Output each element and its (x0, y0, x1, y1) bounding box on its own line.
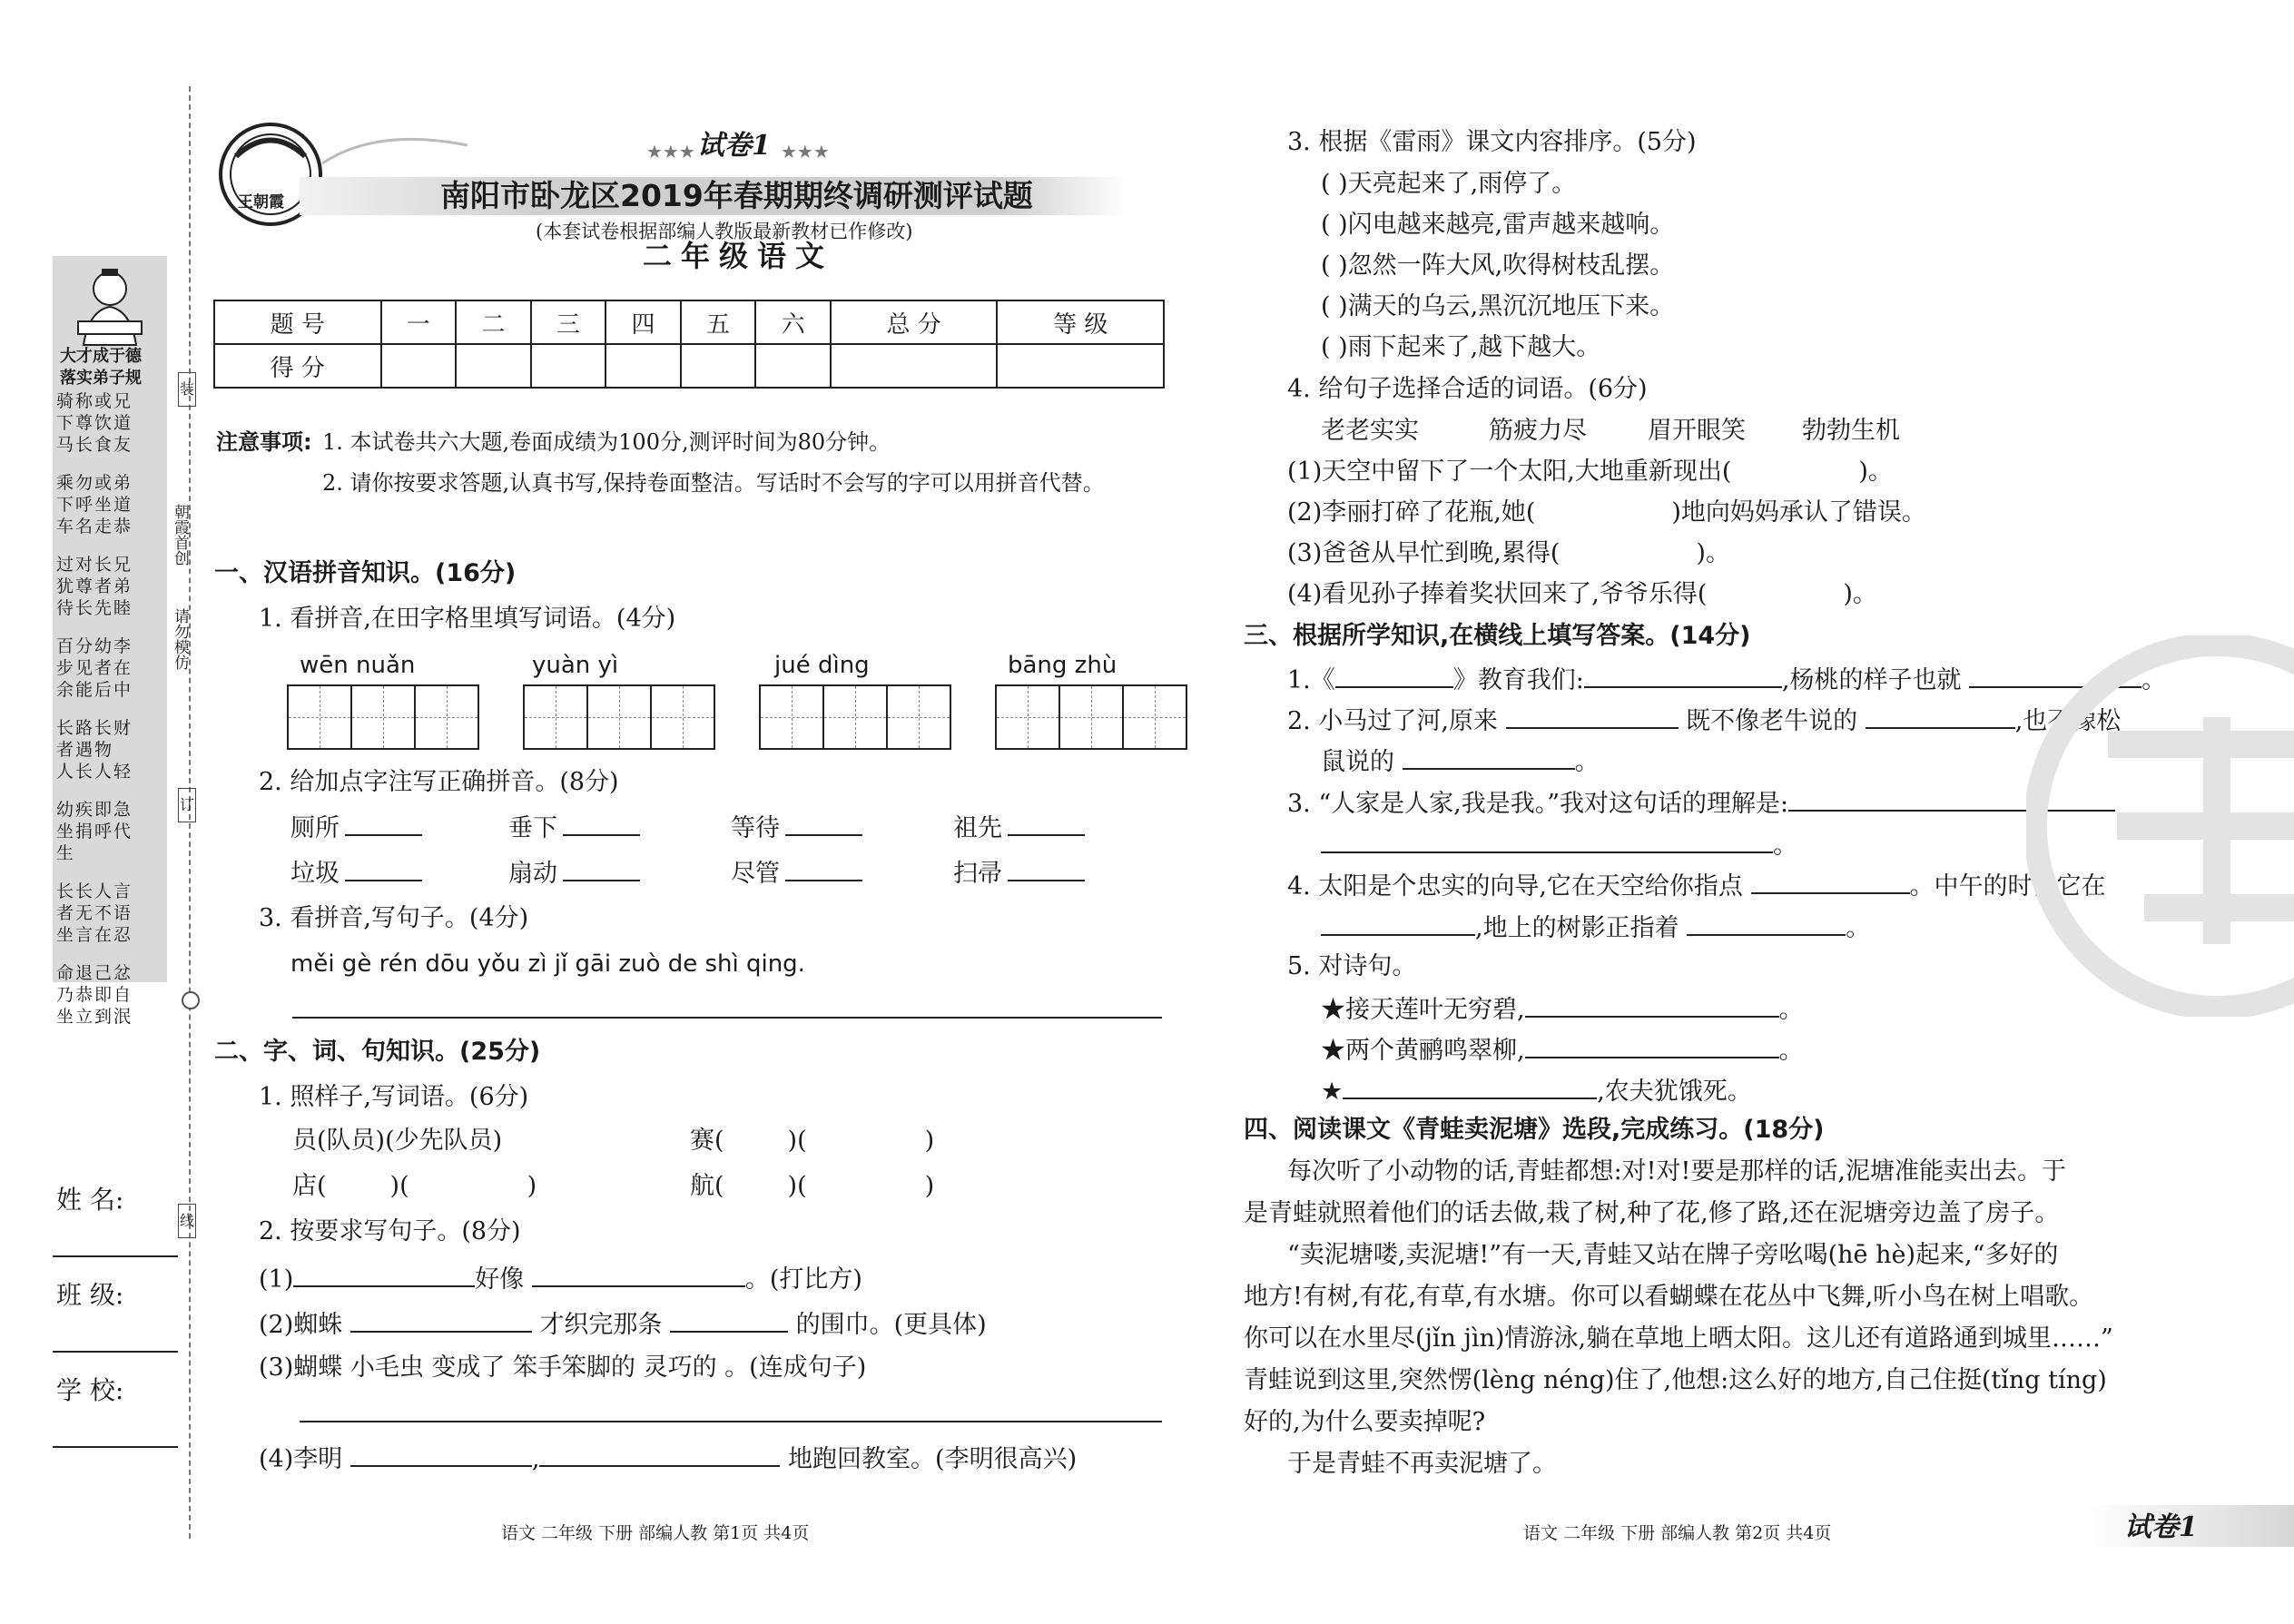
q3-2b: 鼠说的 。 (1321, 744, 1600, 778)
tianzige-3[interactable] (761, 684, 951, 750)
word-text: 扇动 (508, 860, 557, 888)
dizigui-line: 百分幼李 (56, 636, 133, 656)
school-field[interactable] (53, 1446, 178, 1448)
q3-5: 5. 对诗句。 (1287, 952, 1417, 980)
annotate-word (508, 856, 640, 890)
para2-line1: “卖泥塘喽,卖泥塘!”有一天,青蛙又站在牌子旁吆喝(hē hè)起来,“多好的 (1287, 1241, 2059, 1269)
annotate-word (731, 856, 862, 890)
note-2: 2. 请你按要求答题,认真书写,保持卷面整洁。写话时不会写的字可以用拼音代替。 (322, 470, 1105, 496)
word-text: 祖先 (953, 814, 1002, 842)
score-header-cell: 四 (605, 300, 681, 344)
score-header-cell: 等 级 (997, 300, 1164, 344)
fill-3: (3)爸爸从早忙到晚,累得( )。 (1287, 539, 1730, 567)
binding-hole-icon (182, 991, 200, 1009)
pinyin-sentence: měi gè rén dōu yǒu zì jǐ gāi zuò de shì qing. (290, 950, 805, 978)
pinyin-blank[interactable] (563, 856, 640, 881)
para2-line4: 青蛙说到这里,突然愣(lèng néng)住了,他想:这么好的地方,自己住挺(tǐng tíng) (1244, 1366, 2107, 1394)
blank[interactable] (1506, 704, 1679, 729)
section3-title: 三、根据所学知识,在横线上填写答案。(14分) (1244, 622, 1751, 650)
pinyin-1: wēn nuǎn (300, 652, 416, 679)
dizigui-line: 余能后中 (56, 680, 133, 700)
blank[interactable] (1687, 910, 1846, 936)
q3-4b: ,地上的树影正指着 。 (1321, 910, 1870, 944)
choice-word-2: 筋疲力尽 (1489, 417, 1587, 445)
q3-4: 4. 太阳是个忠实的向导,它在天空给你指点 。中午的时候它在 (1287, 869, 2106, 902)
poem-2: ★两个黄鹂鸣翠柳, 。 (1321, 1033, 1804, 1067)
s2-q2: 2. 按要求写句子。(8分) (259, 1217, 521, 1245)
blank[interactable] (293, 1262, 475, 1287)
q3-1: 1.《 》教育我们: ,杨桃的样子也就 。 (1287, 663, 2166, 696)
pinyin-blank[interactable] (785, 811, 862, 836)
stars-left: ★★★ (646, 141, 695, 162)
exam-note: (本套试卷根据部编人教版最新教材已作修改) (536, 221, 913, 242)
s1-q1: 1. 看拼音,在田字格里填写词语。(4分) (259, 605, 676, 633)
class-field[interactable] (53, 1351, 178, 1353)
score-cell[interactable] (605, 344, 681, 388)
order-2[interactable]: ( )闪电越来越亮,雷声越来越响。 (1321, 211, 1675, 239)
blank[interactable] (350, 1442, 532, 1467)
scholar-figure-icon (71, 265, 149, 349)
exam-badge: 试卷1 (697, 130, 771, 162)
score-row-label: 得 分 (214, 344, 381, 388)
motto-line1: 大才成于德 (60, 347, 142, 366)
word-sai: 赛( )( ) (690, 1127, 935, 1155)
sentence-3: (3)蝴蝶 小毛虫 变成了 笨手笨脚的 灵巧的 。(连成句子) (259, 1353, 867, 1382)
dizigui-line: 下尊饮道 (56, 413, 133, 433)
word-text: 垂下 (508, 814, 557, 842)
dizigui-line: 坐立到泯 (56, 1007, 133, 1027)
pinyin-blank[interactable] (345, 856, 422, 881)
para1-line2: 是青蛙就照着他们的话去做,栽了树,种了花,修了路,还在泥塘旁边盖了房子。 (1244, 1199, 2060, 1227)
blank[interactable] (1525, 1033, 1779, 1058)
para2-line3: 你可以在水里尽(jǐn jìn)情游泳,躺在草地上晒太阳。这儿还有道路通到城里……” (1244, 1324, 2113, 1353)
q3-3: 3. “人家是人家,我是我。”我对这句话的理解是: (1287, 786, 2115, 820)
word-dian: 店( )( ) (292, 1172, 537, 1200)
score-cell[interactable] (531, 344, 606, 388)
score-cell[interactable] (755, 344, 831, 388)
class-label: 班 级: (56, 1280, 124, 1310)
subject-title: 二年级语文 (643, 239, 834, 273)
blank[interactable] (350, 1307, 532, 1333)
dizigui-line: 人长人轻 (56, 762, 133, 782)
word-text: 垃圾 (290, 860, 340, 888)
score-cell[interactable] (456, 344, 531, 388)
fold-mark-1: 装 (178, 372, 196, 407)
name-label: 姓 名: (56, 1185, 124, 1215)
example-word: 员(队员)(少先队员) (292, 1127, 503, 1155)
score-header-cell: 三 (531, 300, 606, 344)
score-header-cell: 五 (681, 300, 756, 344)
ribbon-decoration-icon (322, 127, 468, 172)
dizigui-line: 乃恭即自 (56, 985, 133, 1005)
blank[interactable] (1525, 992, 1779, 1018)
score-value-row (214, 344, 1164, 388)
dizigui-line: 坐捐呼代 (56, 822, 133, 842)
fill-4: (4)看见孙子捧着奖状回来了,爷爷乐得( )。 (1287, 580, 1877, 608)
seal-watermark-icon (2026, 635, 2294, 1017)
tianzige-1[interactable] (289, 684, 479, 750)
score-header-row (214, 300, 1164, 344)
pinyin-blank[interactable] (563, 811, 640, 836)
dizigui-line: 长长人言 (56, 881, 133, 901)
pinyin-4: bāng zhù (1008, 652, 1117, 679)
section2-title: 二、字、词、句知识。(25分) (214, 1038, 541, 1066)
fold-mark-3: 线 (178, 1204, 196, 1238)
school-label: 学 校: (56, 1375, 124, 1405)
word-text: 等待 (731, 814, 780, 842)
order-1[interactable]: ( )天亮起来了,雨停了。 (1321, 170, 1577, 198)
sentence-2: (2)蜘蛛 才织完那条 的围巾。(更具体) (259, 1307, 987, 1341)
s2-q1: 1. 照样子,写词语。(6分) (259, 1083, 529, 1111)
s1-q3: 3. 看拼音,写句子。(4分) (259, 904, 529, 932)
para1-line1: 每次听了小动物的话,青蛙都想:对!对!要是那样的话,泥塘准能卖出去。于 (1287, 1157, 2066, 1186)
sentence-3-answer-line[interactable] (300, 1421, 1162, 1422)
footer-left: 语文 二年级 下册 部编人教 第1页 共4页 (501, 1523, 810, 1543)
choice-word-1: 老老实实 (1321, 417, 1419, 445)
q3-2: 2. 小马过了河,原来 既不像老牛说的 ,也不像松 (1287, 704, 2121, 737)
stars-right: ★★★ (781, 141, 830, 162)
score-header-cell: 二 (456, 300, 531, 344)
score-table (213, 300, 1165, 389)
footer-right: 语文 二年级 下册 部编人教 第2页 共4页 (1523, 1523, 1832, 1543)
word-text: 尽管 (731, 860, 780, 888)
choice-word-4: 勃勃生机 (1802, 417, 1900, 445)
pinyin-blank[interactable] (785, 856, 862, 881)
dizigui-line: 车名走恭 (56, 517, 133, 536)
annotate-word (731, 811, 862, 844)
pinyin-blank[interactable] (345, 811, 422, 836)
score-header-cell: 题 号 (214, 300, 381, 344)
sentence-answer-line[interactable] (292, 1017, 1162, 1019)
note-1: 1. 本试卷共六大题,卷面成绩为100分,测评时间为80分钟。 (322, 429, 891, 455)
word-text: 扫帚 (953, 860, 1002, 888)
order-5[interactable]: ( )雨下起来了,越下越大。 (1321, 333, 1601, 361)
notes-label: 注意事项: (216, 429, 312, 455)
blank[interactable] (1584, 663, 1782, 688)
sentence-4: (4)李明 , 地跑回教室。(李明很高兴) (259, 1442, 1077, 1475)
side-label-1: 朝霞首创 (171, 504, 189, 566)
annotate-word (953, 811, 1085, 844)
pinyin-blank[interactable] (1008, 811, 1085, 836)
s1-q2: 2. 给加点字注写正确拼音。(8分) (259, 768, 619, 796)
order-3[interactable]: ( )忽然一阵大风,吹得树枝乱摆。 (1321, 251, 1675, 280)
blank[interactable] (539, 1442, 780, 1467)
blank[interactable] (532, 1262, 745, 1287)
section1-title: 一、汉语拼音知识。(16分) (214, 559, 517, 587)
blank[interactable] (1403, 744, 1575, 770)
pinyin-3: jué dìng (774, 652, 870, 679)
dizigui-line: 长路长财 (56, 718, 133, 738)
dizigui-text (56, 390, 163, 1044)
q3-3b: 。 (1321, 828, 1797, 861)
dizigui-line: 待长先睦 (56, 598, 133, 618)
dizigui-line: 犹尊者弟 (56, 576, 133, 596)
dizigui-line: 步见者在 (56, 658, 133, 678)
dizigui-line: 者遇物 (56, 740, 114, 760)
poem-1: ★接天莲叶无穷碧, 。 (1321, 992, 1804, 1026)
dizigui-line: 生 (56, 843, 76, 863)
fill-1: (1)天空中留下了一个太阳,大地重新现出( )。 (1287, 458, 1893, 486)
tianzige-2[interactable] (525, 684, 715, 750)
tianzige-4[interactable] (997, 684, 1187, 750)
dizigui-line: 过对长兄 (56, 555, 133, 575)
name-field[interactable] (53, 1255, 178, 1257)
word-hang: 航( )( ) (690, 1172, 935, 1200)
annotate-word (290, 811, 422, 844)
poem-3: ★ ,农夫犹饿死。 (1321, 1074, 1752, 1107)
score-cell[interactable] (681, 344, 756, 388)
exam-title: 南阳市卧龙区2019年春期期终调研测评试题 (440, 178, 1033, 213)
dizigui-line: 命退己忿 (56, 963, 133, 983)
para2-line5: 好的,为什么要卖掉呢? (1244, 1408, 1486, 1436)
blank[interactable] (1866, 704, 2015, 729)
annotate-word (290, 856, 422, 890)
logo-text: 王朝霞 (238, 193, 284, 212)
score-cell[interactable] (997, 344, 1164, 388)
para2-line2: 地方!有树,有花,有草,有水塘。你可以看蝴蝶在花丛中飞舞,听小鸟在树上唱歌。 (1244, 1283, 2094, 1311)
fold-mark-2: 订 (178, 788, 196, 822)
score-header-cell: 总 分 (831, 300, 998, 344)
score-cell[interactable] (381, 344, 457, 388)
footer-badge: 试卷1 (2124, 1511, 2198, 1543)
dizigui-line: 乘勿或弟 (56, 473, 133, 493)
motto-line2: 落实弟子规 (60, 369, 142, 388)
annotate-word (508, 811, 640, 844)
choice-word-3: 眉开眼笑 (1648, 417, 1746, 445)
dizigui-line: 马长食友 (56, 435, 133, 455)
fill-2: (2)李丽打碎了花瓶,她( )地向妈妈承认了错误。 (1287, 498, 1926, 527)
blank[interactable] (1751, 869, 1910, 894)
r-q4: 4. 给句子选择合适的词语。(6分) (1287, 375, 1648, 403)
pinyin-2: yuàn yì (532, 652, 619, 679)
dizigui-line: 坐言在忍 (56, 925, 133, 945)
order-4[interactable]: ( )满天的乌云,黑沉沉地压下来。 (1321, 292, 1675, 320)
side-label-2: 请勿模仿 (171, 608, 189, 670)
word-text: 厕所 (290, 814, 340, 842)
dizigui-line: 幼疾即急 (56, 800, 133, 820)
score-cell[interactable] (831, 344, 998, 388)
dizigui-line: 下呼坐道 (56, 495, 133, 515)
score-header-cell: 六 (755, 300, 831, 344)
blank[interactable] (1321, 828, 1773, 853)
r-q3: 3. 根据《雷雨》课文内容排序。(5分) (1287, 128, 1697, 156)
dizigui-line: 者无不语 (56, 903, 133, 923)
para3: 于是青蛙不再卖泥塘了。 (1287, 1450, 1557, 1478)
section4-title: 四、阅读课文《青蛙卖泥塘》选段,完成练习。(18分) (1244, 1116, 1825, 1144)
sentence-1: (1) 好像 。(打比方) (259, 1262, 862, 1295)
dizigui-line: 骑称或兄 (56, 391, 133, 411)
blank[interactable] (1343, 1074, 1597, 1099)
score-header-cell: 一 (381, 300, 457, 344)
blank[interactable] (1321, 910, 1475, 936)
blank[interactable] (1335, 663, 1453, 688)
annotate-word (953, 856, 1085, 890)
blank[interactable] (670, 1307, 788, 1333)
pinyin-blank[interactable] (1008, 856, 1085, 881)
